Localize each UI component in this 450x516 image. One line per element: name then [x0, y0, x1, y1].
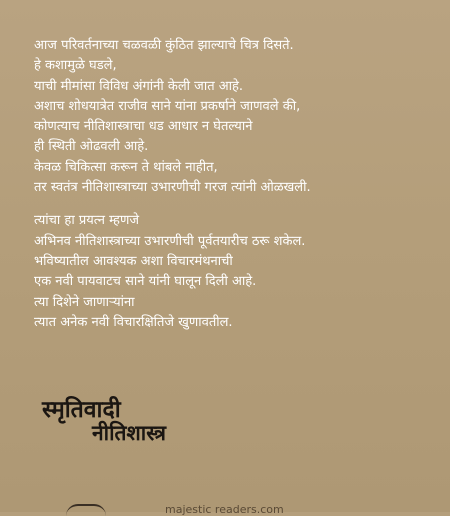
blurb-paragraph-2: [34, 211, 434, 333]
publisher-logo-arc: [66, 504, 106, 516]
blurb-line: अभिनव नीतिशास्त्राच्या उभारणीची पूर्वतयारीच ठरू शकेल.: [34, 233, 306, 249]
blurb-line: भविष्यातील आवश्यक अशा विचारमंथनाची: [34, 253, 233, 269]
blurb-text: [34, 36, 434, 333]
blurb-line: हे कशामुळे घडले,: [34, 58, 117, 74]
blurb-line: आज परिवर्तनाच्या चळवळी कुंठित झाल्याचे चित्र दिसते.: [34, 38, 294, 53]
blurb-line: केवळ चिकित्सा करून ते थांबले नाहीत,: [34, 159, 218, 175]
blurb-line: एक नवी पायवाटच साने यांनी घालून दिली आहे.: [34, 274, 257, 290]
publisher-url: majestic readers.com: [165, 503, 284, 516]
blurb-line: त्यात अनेक नवी विचारक्षितिजे खुणावतील.: [34, 314, 233, 330]
blurb-line: कोणत्याच नीतिशास्त्राचा धड आधार न घेतल्याने: [34, 119, 253, 135]
title-line-2: नीतिशास्त्र: [92, 420, 166, 445]
title-line-1: स्मृतिवादी: [42, 396, 121, 423]
book-title-logo: [40, 392, 190, 452]
blurb-line: याची मीमांसा विविध अंगांनी केली जात आहे.: [34, 78, 244, 94]
blurb-line: त्यांचा हा प्रयत्न म्हणजे: [34, 213, 139, 229]
blurb-line: अशाच शोधयात्रेत राजीव साने यांना प्रकर्षाने जाणवले की,: [34, 98, 301, 114]
blurb-line: तर स्वतंत्र नीतिशास्त्राच्या उभारणीची गरज त्यांनी ओळखली.: [34, 180, 311, 196]
blurb-paragraph-1: [34, 36, 434, 198]
blurb-line: त्या दिशेने जाणाऱ्यांना: [34, 294, 135, 310]
blurb-line: ही स्थिती ओढवली आहे.: [34, 139, 149, 155]
